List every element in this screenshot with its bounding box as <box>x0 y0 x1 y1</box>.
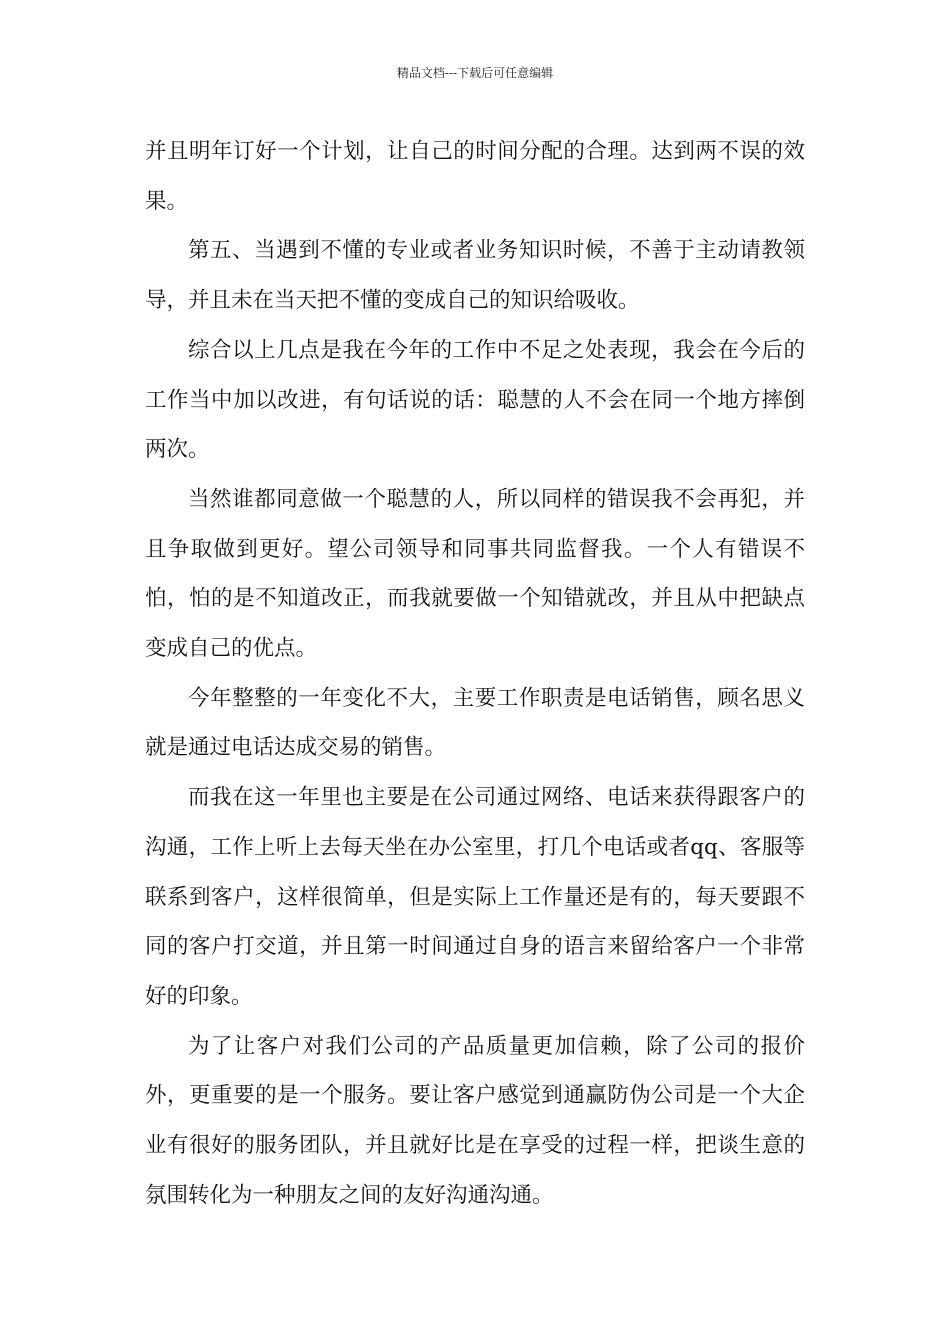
paragraph-3: 综合以上几点是我在今年的工作中不足之处表现，我会在今后的工作当中加以改进，有句话说的话：聪慧的人不会在同一个地方摔倒两次。 <box>145 337 805 463</box>
paragraph-5: 今年整整的一年变化不大，主要工作职责是电话销售，顾名思义就是通过电话达成交易的销售。 <box>145 685 805 761</box>
paragraph-6: 而我在这一年里也主要是在公司通过网络、电话来获得跟客户的沟通，工作上听上去每天坐在办公室里，打几个电话或者qq、客服等联系到客户，这样很简单，但是实际上工作量还是有的，每天要跟不同的客户打交道，并且第一时间通过自身的语言来留给客户一个非常好的印象。 <box>145 785 805 1009</box>
paragraph-7: 为了让客户对我们公司的产品质量更加信赖，除了公司的报价外，更重要的是一个服务。要让客户感觉到通赢防伪公司是一个大企业有很好的服务团队，并且就好比是在享受的过程一样，把谈生意的氛围转化为一种朋友之间的友好沟通沟通。 <box>145 1033 805 1208</box>
document-body <box>145 127 805 1220</box>
paragraph-4: 当然谁都同意做一个聪慧的人，所以同样的错误我不会再犯，并且争取做到更好。望公司领导和同事共同监督我。一个人有错误不怕，怕的是不知道改正，而我就要做一个知错就改，并且从中把缺点变成自己的优点。 <box>145 486 805 662</box>
paragraph-2: 第五、当遇到不懂的专业或者业务知识时候，不善于主动请教领导，并且未在当天把不懂的变成自己的知识给吸收。 <box>145 238 805 314</box>
page-header: 精品文档---下载后可任意编辑 <box>396 66 554 80</box>
paragraph-1: 并且明年订好一个计划，让自己的时间分配的合理。达到两不误的效果。 <box>145 139 805 214</box>
